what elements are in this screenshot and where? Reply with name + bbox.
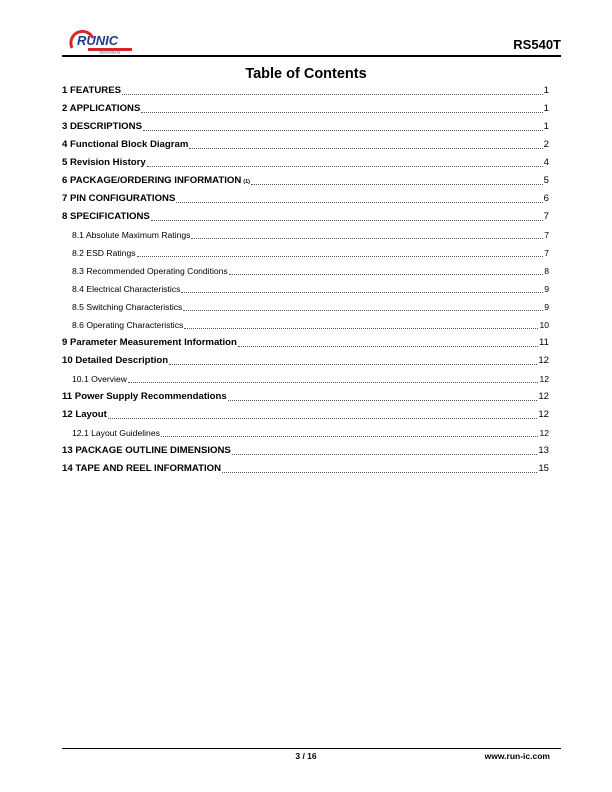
toc-entry-label: 1 FEATURES (62, 85, 121, 96)
toc-entry-footnote-mark: (1) (243, 179, 250, 185)
toc-entry-page: 8 (544, 266, 549, 276)
toc-entry[interactable] (62, 226, 549, 244)
document-id: RS540T (513, 37, 561, 52)
toc-leader-dots (183, 310, 543, 311)
page-number: 3 / 16 (295, 751, 317, 761)
toc-entry-label: 11 Power Supply Recommendations (62, 391, 227, 402)
toc-leader-dots (228, 400, 538, 401)
toc-leader-dots (251, 184, 543, 185)
toc-entry[interactable] (62, 244, 549, 262)
toc-entry-label: 10 Detailed Description (62, 355, 169, 366)
toc-leader-dots (108, 418, 538, 419)
toc-entry-label: 9 Parameter Measurement Information (62, 337, 237, 348)
page-title: Table of Contents (245, 66, 367, 82)
toc-entry-label: 2 APPLICATIONS (62, 103, 141, 114)
toc-entry-page: 9 (544, 302, 549, 312)
toc-entry[interactable] (62, 352, 549, 370)
toc-entry-page: 13 (538, 445, 549, 456)
toc-entry[interactable] (62, 406, 549, 424)
header-rule (62, 55, 561, 57)
toc-entry-label: 12.1 Layout Guidelines (72, 428, 160, 438)
toc-entry-page: 5 (543, 175, 549, 186)
toc-entry-page: 15 (538, 463, 549, 474)
toc-leader-dots (128, 382, 539, 383)
toc-entry-page: 10 (539, 320, 549, 330)
toc-leader-dots (229, 274, 543, 275)
toc-entry[interactable] (62, 208, 549, 226)
toc-entry[interactable] (62, 442, 549, 460)
toc-entry-page: 12 (538, 409, 549, 420)
toc-leader-dots (232, 454, 538, 455)
toc-entry-page: 7 (544, 230, 549, 240)
toc-entry[interactable] (62, 388, 549, 406)
toc-entry[interactable] (62, 118, 549, 136)
toc-entry-page: 11 (539, 337, 549, 348)
toc-entry-page: 7 (543, 211, 549, 222)
logo-wordmark: RUNIC (77, 33, 119, 48)
page-header (62, 28, 561, 56)
toc-entry-page: 4 (543, 157, 549, 168)
toc-leader-dots (143, 130, 543, 131)
toc-leader-dots (191, 238, 543, 239)
toc-entry[interactable] (62, 298, 549, 316)
website-link[interactable]: www.run-ic.com (484, 751, 550, 761)
toc-entry-label: 8 SPECIFICATIONS (62, 211, 150, 222)
toc-leader-dots (137, 256, 544, 257)
toc-entry[interactable] (62, 190, 549, 208)
toc-entry-label: 8.2 ESD Ratings (72, 248, 136, 258)
toc-entry-label: 8.6 Operating Characteristics (72, 320, 184, 330)
toc-entry-label: 12 Layout (62, 409, 107, 420)
toc-entry-page: 1 (543, 85, 549, 96)
toc-leader-dots (122, 94, 543, 95)
toc-entry[interactable] (62, 334, 549, 352)
toc-entry[interactable] (62, 136, 549, 154)
toc-entry-page: 9 (544, 284, 549, 294)
toc-entry-page: 1 (543, 103, 549, 114)
toc-entry-page: 2 (543, 139, 549, 150)
toc-leader-dots (181, 292, 543, 293)
toc-leader-dots (189, 148, 542, 149)
footer-rule (62, 748, 561, 749)
toc-entry-label: 14 TAPE AND REEL INFORMATION (62, 463, 222, 474)
toc-entry[interactable] (62, 460, 549, 478)
toc-entry-label: 8.4 Electrical Characteristics (72, 284, 181, 294)
toc-entry-label: 8.3 Recommended Operating Conditions (72, 266, 228, 276)
toc-leader-dots (176, 202, 542, 203)
toc-entry-page: 7 (544, 248, 549, 258)
toc-leader-dots (141, 112, 542, 113)
toc-entry-label: 8.1 Absolute Maximum Ratings (72, 230, 191, 240)
toc-entry-page: 12 (539, 374, 549, 384)
toc-entry[interactable] (62, 424, 549, 442)
toc-entry[interactable] (62, 100, 549, 118)
toc-entry-page: 1 (543, 121, 549, 132)
toc-entry[interactable] (62, 172, 549, 190)
toc-entry[interactable] (62, 154, 549, 172)
toc-entry[interactable] (62, 262, 549, 280)
toc-entry-label: 5 Revision History (62, 157, 146, 168)
toc-leader-dots (222, 472, 537, 473)
table-of-contents (62, 82, 549, 478)
toc-entry-page: 6 (543, 193, 549, 204)
toc-leader-dots (238, 346, 538, 347)
toc-entry-page: 12 (539, 428, 549, 438)
toc-entry-page: 12 (538, 391, 549, 402)
toc-entry-label: 8.5 Switching Characteristics (72, 302, 183, 312)
toc-leader-dots (147, 166, 543, 167)
toc-entry-label: 7 PIN CONFIGURATIONS (62, 193, 176, 204)
toc-entry-label: 13 PACKAGE OUTLINE DIMENSIONS (62, 445, 231, 456)
toc-entry[interactable] (62, 82, 549, 100)
logo-subtext: Semiconductor (99, 50, 121, 54)
toc-entry-label: 3 DESCRIPTIONS (62, 121, 142, 132)
toc-entry[interactable] (62, 280, 549, 298)
toc-leader-dots (169, 364, 537, 365)
toc-entry-label: 4 Functional Block Diagram (62, 139, 189, 150)
toc-entry-page: 12 (538, 355, 549, 366)
toc-leader-dots (161, 436, 539, 437)
toc-entry[interactable] (62, 370, 549, 388)
toc-entry[interactable] (62, 316, 549, 334)
toc-leader-dots (184, 328, 538, 329)
runic-logo (66, 28, 138, 54)
toc-entry-label: 10.1 Overview (72, 374, 127, 384)
toc-leader-dots (151, 220, 543, 221)
toc-entry-label: 6 PACKAGE/ORDERING INFORMATION (62, 175, 242, 186)
